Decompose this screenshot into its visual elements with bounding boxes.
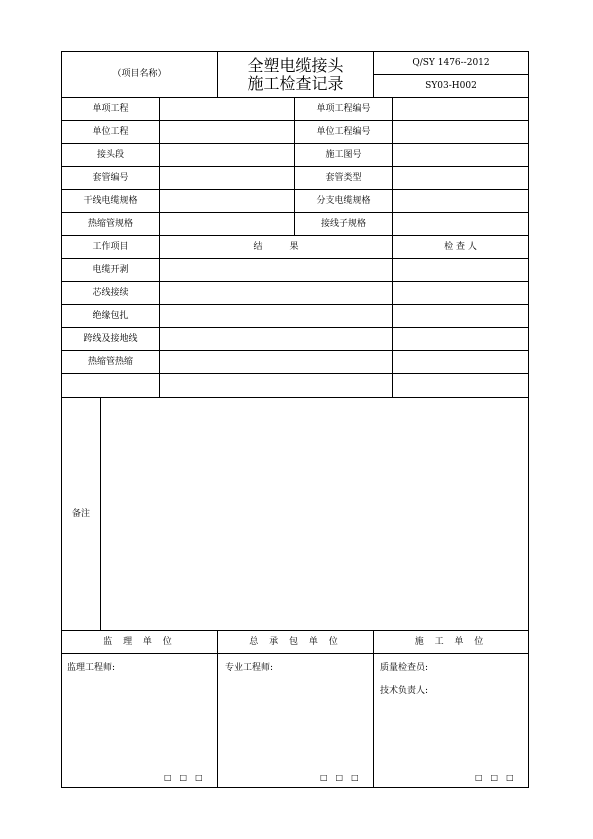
supervisor-date-boxes: □ □ □	[164, 773, 203, 782]
contractor-unit-header: 总 承 包 单 位	[217, 630, 374, 654]
info-label-right-3: 套管类型	[294, 166, 393, 190]
info-label-right-2: 施工图号	[294, 143, 393, 167]
work-result-1[interactable]	[159, 281, 393, 305]
work-result-3[interactable]	[159, 327, 393, 351]
info-value-0[interactable]	[159, 97, 295, 121]
work-item-header: 工作项目	[61, 235, 160, 259]
form-code: SY03-H002	[425, 80, 477, 91]
quality-inspector-label: 质量检查员:	[380, 663, 429, 673]
construction-unit-header: 施 工 单 位	[373, 630, 529, 654]
info-value-right-3[interactable]	[392, 166, 529, 190]
form-title-line2: 施工检查记录	[247, 73, 344, 93]
work-item-2: 绝缘包扎	[61, 304, 160, 328]
work-item-5	[61, 373, 160, 398]
work-result-5[interactable]	[159, 373, 393, 398]
info-value-right-1[interactable]	[392, 120, 529, 144]
work-result-header: 结 果	[159, 235, 393, 259]
form-code-cell	[373, 74, 529, 98]
info-label-5: 热缩管规格	[61, 212, 160, 236]
info-label-0: 单项工程	[61, 97, 160, 121]
work-inspector-0[interactable]	[392, 258, 529, 282]
work-item-0: 电缆开剥	[61, 258, 160, 282]
info-label-right-0: 单项工程编号	[294, 97, 393, 121]
info-value-2[interactable]	[159, 143, 295, 167]
work-inspector-2[interactable]	[392, 304, 529, 328]
info-value-right-5[interactable]	[392, 212, 529, 236]
work-inspector-4[interactable]	[392, 350, 529, 374]
work-inspector-5[interactable]	[392, 373, 529, 398]
supervisor-sign-area[interactable]	[61, 653, 218, 788]
technical-lead-label: 技术负责人:	[380, 686, 429, 696]
supervisor-engineer-label: 监理工程师:	[67, 663, 116, 673]
info-label-3: 套管编号	[61, 166, 160, 190]
work-item-4: 热缩管热缩	[61, 350, 160, 374]
work-inspector-3[interactable]	[392, 327, 529, 351]
info-label-right-5: 接线子规格	[294, 212, 393, 236]
info-value-right-2[interactable]	[392, 143, 529, 167]
info-label-right-4: 分支电缆规格	[294, 189, 393, 213]
standard-code-cell	[373, 51, 529, 75]
work-inspector-1[interactable]	[392, 281, 529, 305]
info-label-2: 接头段	[61, 143, 160, 167]
info-value-right-0[interactable]	[392, 97, 529, 121]
remarks-label: 备注	[71, 508, 90, 519]
form-title	[217, 51, 374, 98]
work-inspector-header: 检 查 人	[392, 235, 529, 259]
form-title-line1: 全塑电缆接头	[247, 55, 344, 75]
work-result-2[interactable]	[159, 304, 393, 328]
standard-code: Q/SY 1476--2012	[412, 57, 490, 68]
work-result-0[interactable]	[159, 258, 393, 282]
info-value-5[interactable]	[159, 212, 295, 236]
info-value-right-4[interactable]	[392, 189, 529, 213]
info-value-3[interactable]	[159, 166, 295, 190]
remarks-area[interactable]	[100, 397, 529, 631]
contractor-date-boxes: □ □ □	[320, 773, 359, 782]
info-value-1[interactable]	[159, 120, 295, 144]
supervisor-unit-header: 监 理 单 位	[61, 630, 218, 654]
inspection-form	[61, 51, 529, 788]
project-name-cell	[61, 51, 218, 98]
info-label-1: 单位工程	[61, 120, 160, 144]
contractor-sign-area[interactable]	[217, 653, 374, 788]
project-name: （项目名称）	[112, 69, 167, 79]
construction-date-boxes: □ □ □	[475, 773, 514, 782]
info-value-4[interactable]	[159, 189, 295, 213]
construction-sign-area[interactable]	[373, 653, 529, 788]
remarks-label-cell	[61, 397, 101, 631]
work-item-3: 跨线及接地线	[61, 327, 160, 351]
work-item-1: 芯线接续	[61, 281, 160, 305]
info-label-4: 干线电缆规格	[61, 189, 160, 213]
work-result-4[interactable]	[159, 350, 393, 374]
info-label-right-1: 单位工程编号	[294, 120, 393, 144]
professional-engineer-label: 专业工程师:	[225, 663, 274, 673]
